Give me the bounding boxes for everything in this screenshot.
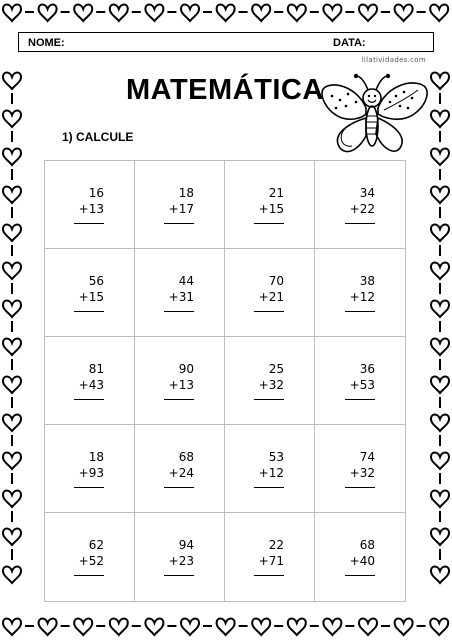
problem-cell <box>135 513 225 601</box>
addend-bottom: +40 <box>349 554 375 568</box>
problem-cell <box>315 337 405 425</box>
addend-top: 62 <box>88 538 104 552</box>
heart-icon <box>3 619 21 636</box>
heart-icon <box>3 149 21 166</box>
heart-icon <box>252 5 270 22</box>
addition-problem <box>242 449 284 488</box>
heart-icon <box>3 377 21 394</box>
addend-bottom: +22 <box>349 202 375 216</box>
problem-cell <box>225 337 315 425</box>
heart-icon <box>431 149 449 166</box>
answer-line <box>254 575 284 576</box>
heart-icon <box>431 491 449 508</box>
heart-icon <box>431 529 449 546</box>
heart-icon <box>3 567 21 584</box>
problem-cell <box>135 425 225 513</box>
heart-icon <box>431 415 449 432</box>
heart-icon <box>3 301 21 318</box>
addition-problem <box>333 361 375 400</box>
addend-top: 22 <box>268 538 284 552</box>
addend-bottom: +31 <box>168 290 194 304</box>
problem-cell <box>225 513 315 601</box>
addend-top: 81 <box>88 362 104 376</box>
addend-bottom: +13 <box>168 378 194 392</box>
addend-bottom: +17 <box>168 202 194 216</box>
date-label: DATA: <box>333 37 366 49</box>
answer-line <box>164 399 194 400</box>
heart-icon <box>288 5 306 22</box>
problem-cell <box>45 161 135 249</box>
addition-problem <box>152 537 194 576</box>
heart-icon <box>217 5 235 22</box>
answer-line <box>74 311 104 312</box>
heart-icon <box>217 619 235 636</box>
heart-icon <box>39 619 57 636</box>
heart-icon <box>359 5 377 22</box>
problem-cell <box>315 249 405 337</box>
heart-icon <box>74 5 92 22</box>
addend-top: 38 <box>359 274 375 288</box>
heart-icon <box>145 5 163 22</box>
heart-icon <box>431 453 449 470</box>
addend-bottom: +52 <box>78 554 104 568</box>
addend-top: 18 <box>178 186 194 200</box>
answer-line <box>74 575 104 576</box>
heart-icon <box>74 619 92 636</box>
heart-icon <box>431 301 449 318</box>
heart-icon <box>431 187 449 204</box>
addend-bottom: +12 <box>349 290 375 304</box>
answer-line <box>345 311 375 312</box>
answer-line <box>345 487 375 488</box>
answer-line <box>345 399 375 400</box>
heart-icon <box>323 619 341 636</box>
heart-icon <box>3 187 21 204</box>
addition-problem <box>62 361 104 400</box>
problem-cell <box>45 337 135 425</box>
heart-icon <box>3 453 21 470</box>
addition-problem <box>242 361 284 400</box>
addend-top: 94 <box>178 538 194 552</box>
addend-top: 34 <box>359 186 375 200</box>
heart-icon <box>288 619 306 636</box>
heart-icon <box>395 5 413 22</box>
heart-icon <box>181 5 199 22</box>
addition-problem <box>62 537 104 576</box>
addend-bottom: +24 <box>168 466 194 480</box>
addition-problem <box>242 185 284 224</box>
addend-bottom: +12 <box>258 466 284 480</box>
answer-line <box>254 399 284 400</box>
addend-top: 68 <box>178 450 194 464</box>
heart-icon <box>430 619 448 636</box>
heart-icon <box>395 619 413 636</box>
answer-line <box>164 575 194 576</box>
problem-cell <box>225 161 315 249</box>
addition-problem <box>152 273 194 312</box>
heart-icon <box>431 567 449 584</box>
heart-icon <box>3 415 21 432</box>
problem-cell <box>315 425 405 513</box>
problem-cell <box>135 337 225 425</box>
heart-icon <box>39 5 57 22</box>
addend-bottom: +43 <box>78 378 104 392</box>
addend-top: 74 <box>359 450 375 464</box>
butterfly-icon <box>312 64 432 164</box>
addition-problem <box>242 273 284 312</box>
addition-problem <box>152 449 194 488</box>
heart-icon <box>110 5 128 22</box>
addend-bottom: +32 <box>349 466 375 480</box>
addend-bottom: +32 <box>258 378 284 392</box>
name-label: NOME: <box>28 37 65 49</box>
addend-top: 16 <box>88 186 104 200</box>
addend-top: 68 <box>359 538 375 552</box>
answer-line <box>345 223 375 224</box>
addend-bottom: +93 <box>78 466 104 480</box>
heart-icon <box>431 225 449 242</box>
heart-icon <box>431 73 449 90</box>
addend-bottom: +71 <box>258 554 284 568</box>
problem-cell <box>135 161 225 249</box>
heart-icon <box>145 619 163 636</box>
problem-cell <box>225 249 315 337</box>
answer-line <box>254 311 284 312</box>
problem-cell <box>225 425 315 513</box>
answer-line <box>74 399 104 400</box>
heart-icon <box>3 111 21 128</box>
header-box <box>18 32 434 52</box>
addition-problem <box>152 185 194 224</box>
addend-top: 36 <box>359 362 375 376</box>
problem-cell <box>135 249 225 337</box>
heart-icon <box>431 263 449 280</box>
heart-icon <box>430 5 448 22</box>
heart-icon <box>431 339 449 356</box>
addend-bottom: +23 <box>168 554 194 568</box>
problem-cell <box>45 425 135 513</box>
addend-bottom: +13 <box>78 202 104 216</box>
problem-cell <box>45 513 135 601</box>
answer-line <box>164 311 194 312</box>
addend-top: 56 <box>88 274 104 288</box>
exercise-instruction: 1) CALCULE <box>62 130 134 144</box>
answer-line <box>254 487 284 488</box>
addend-bottom: +21 <box>258 290 284 304</box>
answer-line <box>164 487 194 488</box>
addend-bottom: +15 <box>258 202 284 216</box>
heart-icon <box>431 111 449 128</box>
addition-problem <box>62 449 104 488</box>
addend-top: 90 <box>178 362 194 376</box>
heart-icon <box>431 377 449 394</box>
heart-icon <box>3 339 21 356</box>
heart-icon <box>3 5 21 22</box>
problem-cell <box>45 249 135 337</box>
problems-grid <box>44 160 406 602</box>
addition-problem <box>62 185 104 224</box>
addition-problem <box>333 273 375 312</box>
problem-cell <box>315 513 405 601</box>
heart-icon <box>359 619 377 636</box>
answer-line <box>164 223 194 224</box>
addend-top: 53 <box>268 450 284 464</box>
addend-bottom: +53 <box>349 378 375 392</box>
site-watermark: lilatividades.com <box>361 56 426 64</box>
addition-problem <box>333 537 375 576</box>
answer-line <box>345 575 375 576</box>
addend-top: 44 <box>178 274 194 288</box>
addition-problem <box>152 361 194 400</box>
heart-icon <box>181 619 199 636</box>
addend-top: 70 <box>268 274 284 288</box>
addend-top: 25 <box>268 362 284 376</box>
heart-icon <box>323 5 341 22</box>
heart-icon <box>252 619 270 636</box>
answer-line <box>254 223 284 224</box>
heart-icon <box>3 73 21 90</box>
addition-problem <box>333 449 375 488</box>
problem-cell <box>315 161 405 249</box>
addition-problem <box>242 537 284 576</box>
addend-top: 21 <box>268 186 284 200</box>
addition-problem <box>333 185 375 224</box>
addend-bottom: +15 <box>78 290 104 304</box>
heart-icon <box>110 619 128 636</box>
addend-top: 18 <box>88 450 104 464</box>
heart-icon <box>3 225 21 242</box>
answer-line <box>74 487 104 488</box>
page-title: MATEMÁTICA <box>126 74 324 106</box>
heart-icon <box>3 263 21 280</box>
addition-problem <box>62 273 104 312</box>
heart-icon <box>3 529 21 546</box>
heart-icon <box>3 491 21 508</box>
answer-line <box>74 223 104 224</box>
